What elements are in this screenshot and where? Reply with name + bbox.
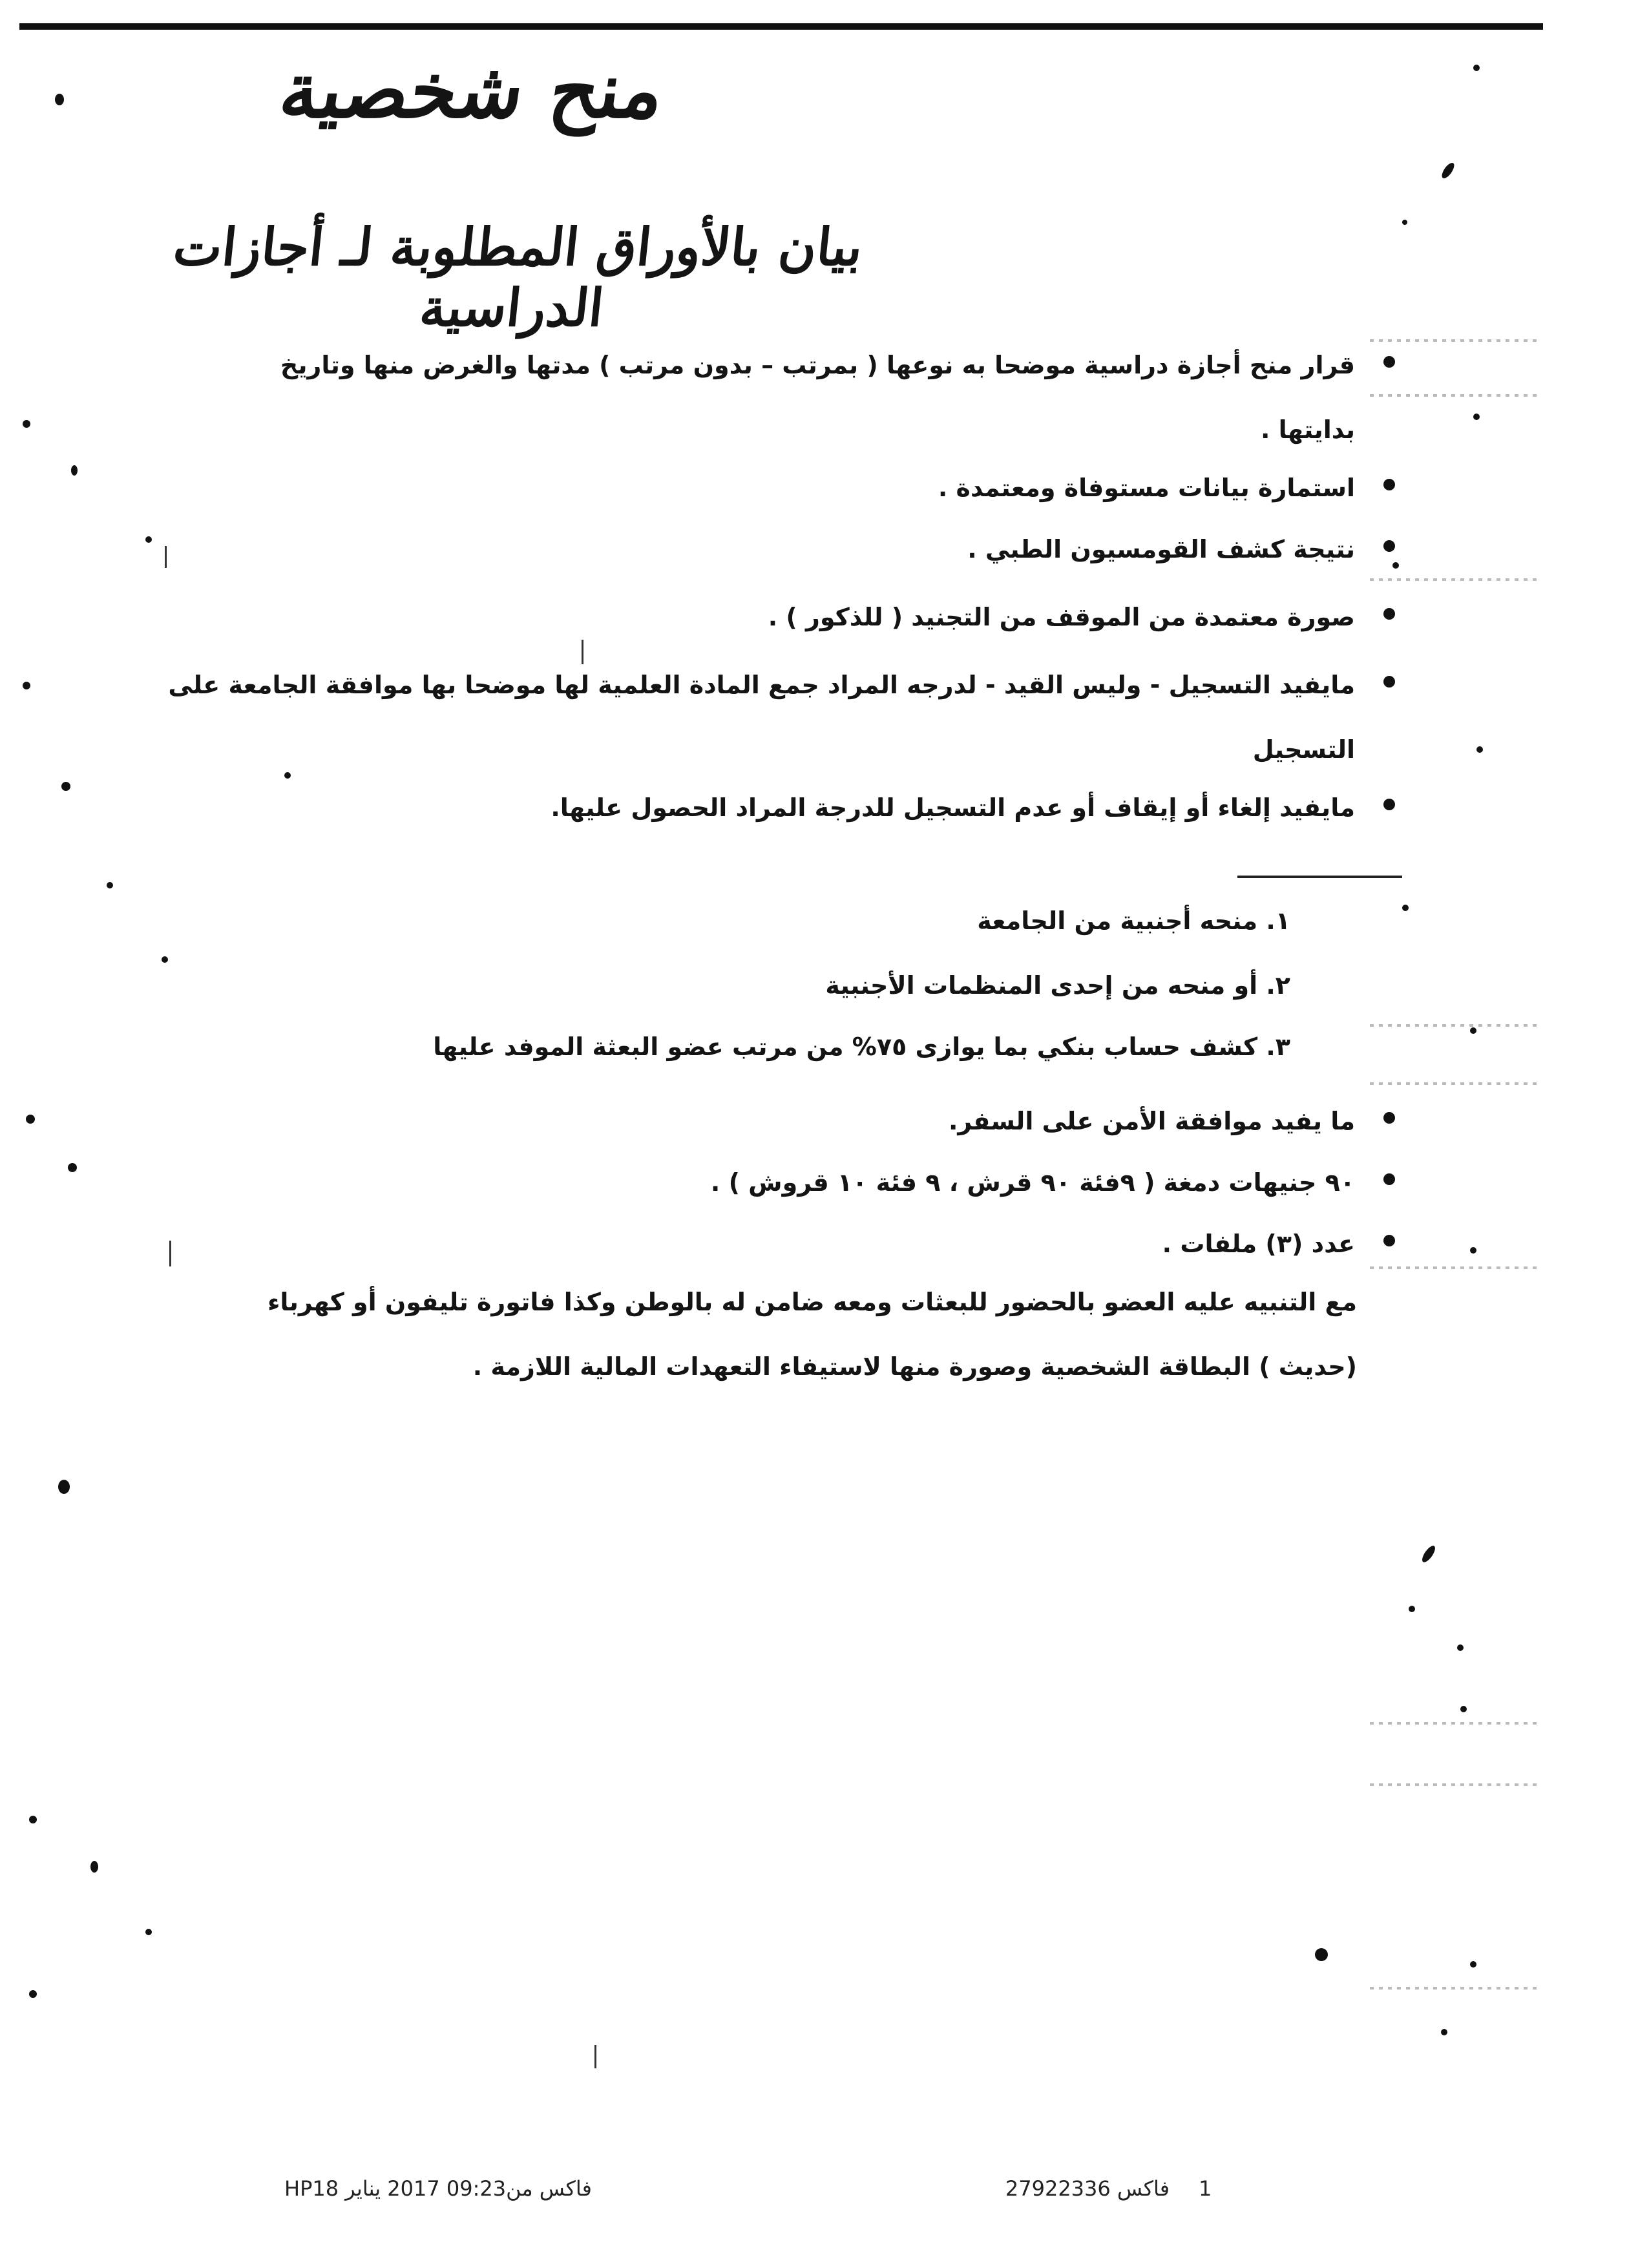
scan-speck bbox=[1473, 414, 1480, 420]
scan-speck bbox=[1476, 746, 1483, 753]
list-item-text: ٩٠ جنيهات دمغة ( ٩فئة ٩٠ قرش ، ٩ فئة ١٠ قروش ) . bbox=[710, 1168, 1355, 1197]
scan-speck bbox=[61, 782, 70, 791]
list-item-text: نتيجة كشف القومسيون الطبي . bbox=[967, 535, 1355, 563]
list-item-text: ما يفيد موافقة الأمن على السفر. bbox=[948, 1107, 1355, 1135]
scan-edge-noise bbox=[1370, 1783, 1538, 1786]
footer-fax-header: HPفاكس من09:23 2017 يناير 18 bbox=[284, 2176, 592, 2201]
scan-speck bbox=[107, 882, 113, 888]
list-item bbox=[140, 585, 1355, 649]
numbered-item bbox=[386, 901, 1290, 940]
numbered-item bbox=[386, 966, 1290, 1005]
scan-edge-noise bbox=[1370, 339, 1538, 342]
bullet-icon bbox=[1383, 1112, 1395, 1124]
numbered-item-text: كشف حساب بنكي بما يوازى ٧٥% من مرتب عضو البعثة الموفد عليها bbox=[433, 1033, 1258, 1061]
scan-speck bbox=[1470, 1961, 1476, 1968]
note-line: مع التنبيه عليه العضو بالحضور للبعثات ومعه ضامن له بالوطن وكذا فاتورة تليفون أو كهرباء bbox=[267, 1288, 1357, 1316]
scan-speck bbox=[29, 1816, 37, 1823]
list-item-text: مايفيد التسجيل - وليس القيد - لدرجه المراد جمع المادة العلمية لها موضحا بها موافقة الجامعة على bbox=[168, 671, 1355, 699]
bullet-icon bbox=[1383, 1235, 1395, 1246]
scan-speck bbox=[23, 420, 30, 428]
scan-speck bbox=[23, 682, 30, 689]
scan-speck bbox=[71, 465, 78, 476]
scan-edge-noise bbox=[1370, 1722, 1538, 1725]
scan-speck bbox=[1409, 1606, 1415, 1612]
footer-phone-number: 27922336 bbox=[1005, 2176, 1111, 2201]
list-item-text: عدد (٣) ملفات . bbox=[1162, 1230, 1355, 1258]
scan-mark bbox=[594, 2045, 596, 2068]
scan-speck bbox=[284, 772, 291, 779]
bullet-icon bbox=[1383, 479, 1395, 490]
footer-page-number: 1 bbox=[1199, 2176, 1212, 2201]
list-item bbox=[140, 775, 1355, 840]
scan-mark bbox=[165, 546, 167, 568]
bullet-icon bbox=[1383, 676, 1395, 688]
footer-phone bbox=[956, 2176, 1170, 2209]
numbered-item-text: منحه أجنبية من الجامعة bbox=[977, 907, 1258, 935]
list-item-continuation bbox=[140, 717, 1355, 782]
scan-edge-noise bbox=[1370, 1266, 1538, 1269]
bullet-icon bbox=[1383, 608, 1395, 620]
scan-speck bbox=[1315, 1948, 1328, 1961]
item-number: ١. bbox=[1266, 907, 1290, 935]
list-item-text: التسجيل bbox=[1252, 735, 1355, 764]
scan-speck bbox=[162, 956, 168, 963]
document-heading: بيان بالأوراق المطلوبة لـ أجازات الدراسية bbox=[170, 216, 866, 338]
scan-speck bbox=[55, 94, 64, 105]
note-line: (حديث ) البطاقة الشخصية وصورة منها لاستيفاء التعهدات المالية اللازمة . bbox=[472, 1352, 1357, 1381]
top-rule bbox=[19, 23, 1543, 30]
scan-speck bbox=[145, 1929, 152, 1935]
scan-speck bbox=[1457, 1644, 1464, 1651]
list-item bbox=[140, 653, 1355, 717]
scan-edge-noise bbox=[1370, 394, 1538, 397]
item-number: ٣. bbox=[1266, 1033, 1290, 1061]
list-item-continuation bbox=[140, 397, 1355, 462]
scan-speck bbox=[29, 1990, 37, 1998]
section-underline bbox=[1237, 876, 1402, 878]
list-item bbox=[140, 1089, 1355, 1153]
scan-edge-noise bbox=[1370, 1082, 1538, 1085]
scan-edge-noise bbox=[1370, 1987, 1538, 1990]
list-item bbox=[140, 456, 1355, 520]
scan-mark bbox=[169, 1241, 171, 1266]
list-item bbox=[140, 1212, 1355, 1276]
list-item-text: قرار منح أجازة دراسية موضحا به نوعها ( بمرتب – بدون مرتب ) مدتها والغرض منها وتاريخ bbox=[280, 351, 1355, 379]
scan-speck bbox=[26, 1115, 35, 1124]
scan-speck bbox=[1402, 220, 1407, 225]
list-item-text: صورة معتمدة من الموقف من التجنيد ( للذكور ) . bbox=[768, 603, 1355, 631]
list-item bbox=[140, 517, 1355, 582]
bullet-icon bbox=[1383, 356, 1395, 368]
scan-speck bbox=[1470, 1247, 1476, 1254]
bullet-icon bbox=[1383, 1173, 1395, 1185]
scan-edge-noise bbox=[1370, 578, 1538, 581]
scan-mark bbox=[582, 640, 583, 664]
scan-speck bbox=[1420, 1544, 1437, 1564]
numbered-item-text: أو منحه من إحدى المنظمات الأجنبية bbox=[825, 971, 1258, 1000]
handwritten-title: منح شخصية bbox=[274, 45, 670, 135]
numbered-item bbox=[257, 1027, 1290, 1066]
scan-speck bbox=[1440, 161, 1456, 180]
scan-speck bbox=[145, 536, 152, 543]
scan-speck bbox=[1392, 562, 1399, 569]
item-number: ٢. bbox=[1266, 971, 1290, 1000]
list-item-text: بدايتها . bbox=[1260, 415, 1355, 444]
bullet-icon bbox=[1383, 540, 1395, 552]
scan-speck bbox=[1402, 905, 1409, 911]
scan-speck bbox=[1460, 1706, 1467, 1712]
list-item bbox=[140, 1150, 1355, 1215]
scan-edge-noise bbox=[1370, 1024, 1538, 1027]
list-item-text: استمارة بيانات مستوفاة ومعتمدة . bbox=[938, 474, 1355, 502]
scan-speck bbox=[90, 1861, 98, 1873]
scan-speck bbox=[58, 1480, 70, 1494]
list-item bbox=[140, 333, 1355, 397]
footer-phone-label: فاكس bbox=[1117, 2176, 1170, 2201]
scan-speck bbox=[68, 1163, 77, 1172]
scan-speck bbox=[1441, 2029, 1447, 2035]
bullet-icon bbox=[1383, 799, 1395, 810]
scan-speck bbox=[1470, 1027, 1476, 1034]
scan-speck bbox=[1473, 65, 1480, 71]
list-item-text: مايفيد إلغاء أو إيقاف أو عدم التسجيل للدرجة المراد الحصول عليها. bbox=[551, 793, 1355, 822]
